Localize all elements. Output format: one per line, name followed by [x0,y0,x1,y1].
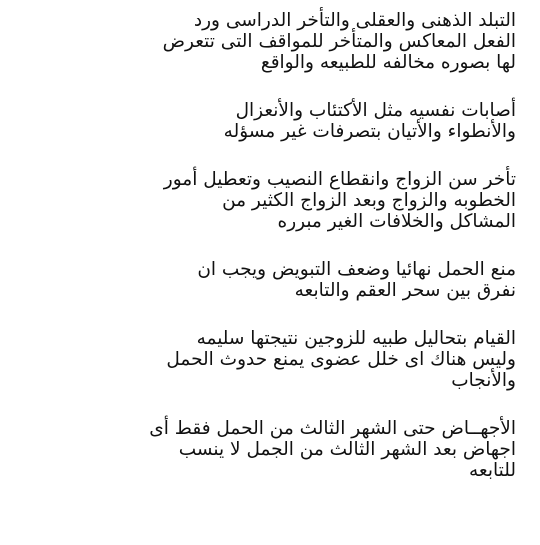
text-line: لها بصوره مخالفه للطبيعه والواقع [260,52,516,73]
text-line: أصابات نفسيه مثل الأكتئاب والأنعزال [235,100,516,121]
text-line: تأخر سن الزواج وانقطاع النصيب وتعطيل أمور [163,169,516,190]
text-line: الفعل المعاكس والمتأخر للمواقف التى تتعرض [162,31,516,52]
text-line: والأنطواء والأتيان بتصرفات غير مسؤله [223,121,516,142]
paragraph-mental-dullness [16,10,516,73]
text-line: المشاكل والخلافات الغير مبرره [277,211,516,232]
paragraph-medical-tests [16,328,516,391]
document-body [16,10,516,508]
text-line: القيام بتحاليل طبيه للزوجين نتيجتها سليمه [196,328,516,349]
paragraph-marriage-delay [16,169,516,232]
text-line: الأجهــاض حتى الشهر الثالث من الحمل فقط أى [149,418,516,439]
paragraph-miscarriage [16,418,516,481]
text-line: الخطوبه والزواج وبعد الزواج الكثير من [222,190,516,211]
text-line: للتابعه [469,460,516,481]
text-line: منع الحمل نهائيا وضعف التبويض ويجب ان [197,259,516,280]
text-line: نفرق بين سحر العقم والتابعه [294,280,516,301]
text-line: اجهاض بعد الشهر الثالث من الجمل لا ينسب [178,439,516,460]
text-line: التبلد الذهنى والعقلى والتأخر الدراسى ورد [193,10,516,31]
text-line: وليس هناك اى خلل عضوى يمنع حدوث الحمل [166,349,516,370]
paragraph-psychological-injuries [16,100,516,142]
paragraph-pregnancy-prevention [16,259,516,301]
text-line: والأنجاب [451,370,516,391]
